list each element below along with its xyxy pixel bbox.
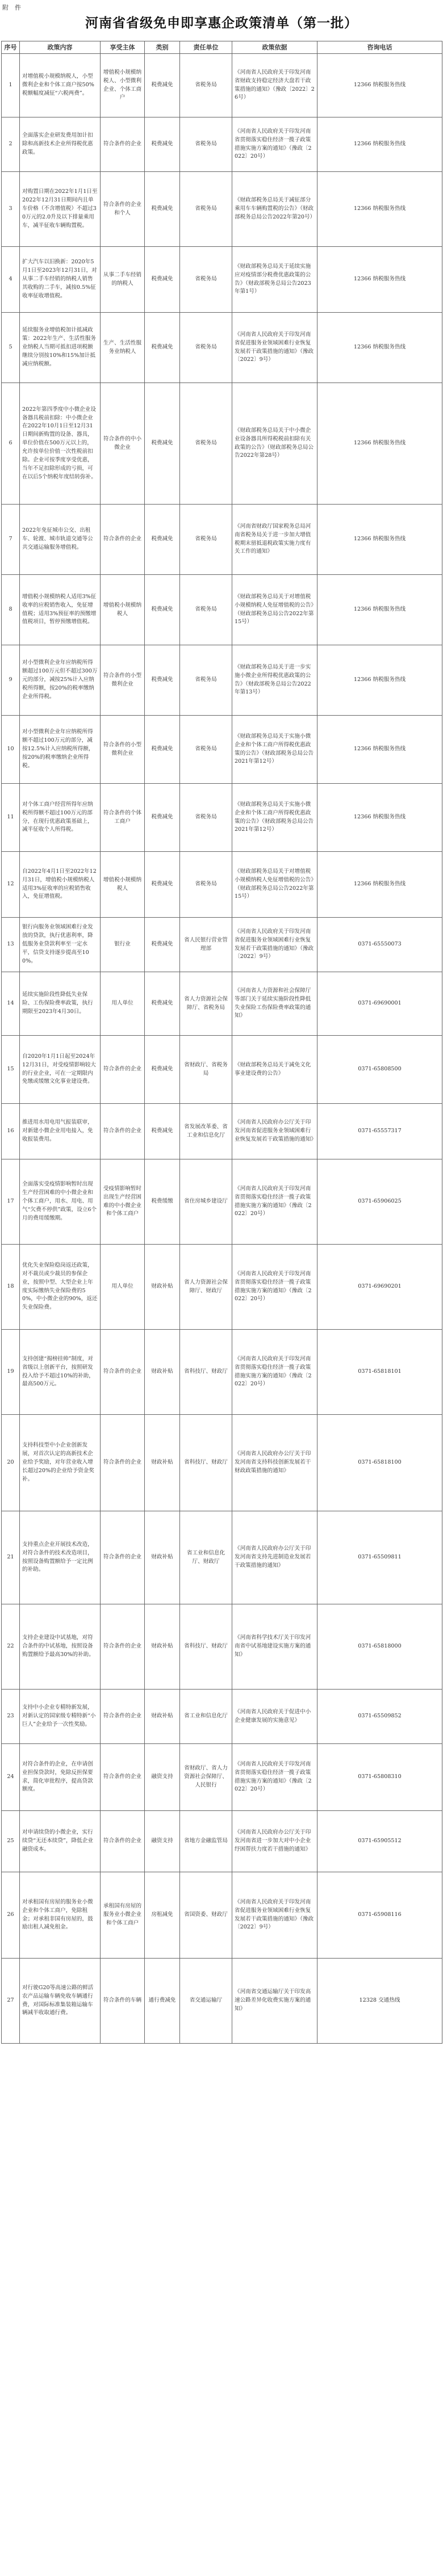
table-row [2, 54, 442, 117]
policy-table [1, 41, 442, 2044]
table-row [2, 784, 442, 852]
cell-basis: 《河南省人民政府关于印发河南省促进服务业领域困难行业恢复发展若干政策措施的通知》（豫政〔2022〕9号） [232, 1872, 317, 1959]
cell-subject: 承租国有房屋的服务业小微企业和个体工商户 [101, 1872, 145, 1959]
table-row [2, 313, 442, 383]
cell-content: 对承租国有房屋的服务业小微企业和个体工商户，免除租金；对承租非国有房屋的，鼓励出租人减免租金。 [20, 1872, 101, 1959]
cell-content: 银行向服务业领域困难行业发放的贷款，执行优惠利率，降低服务业贷款利率至一定水平，信贷支持逐步提高至100%。 [20, 918, 101, 972]
cell-category: 税费减免 [145, 784, 180, 852]
cell-category: 财政补贴 [145, 1690, 180, 1744]
cell-phone: 12366 纳税服务热线 [317, 247, 442, 313]
cell-unit: 省地方金融监管局 [180, 1811, 232, 1872]
table-row [2, 1245, 442, 1330]
cell-unit: 省住房城乡建设厅 [180, 1159, 232, 1245]
cell-category: 财政补贴 [145, 1415, 180, 1511]
cell-basis: 《财政部税务总局关于中小微企业设备器具所得税税前扣除有关政策的公告》（财政部税务总局公告2022年第28号） [232, 383, 317, 505]
page-title: 河南省省级免申即享惠企政策清单（第一批） [85, 15, 358, 31]
cell-content: 对小型微利企业年应纳税所得额超过100万元但不超过300万元的部分，减按25%计入应纳税所得额，按20%的税率缴纳企业所得税。 [20, 645, 101, 716]
cell-unit: 省税务局 [180, 645, 232, 716]
cell-basis: 《河南省人民政府关于印发河南省贯彻落实稳住经济一揽子政策措施实施方案的通知》（豫政〔2022〕20号） [232, 1330, 317, 1415]
cell-basis: 《财政部税务总局关于实施小微企业和个体工商户所得税优惠政策的公告》（财政部税务总局公告2021年第12号） [232, 784, 317, 852]
cell-no: 14 [2, 972, 20, 1036]
cell-phone: 12366 纳税服务热线 [317, 172, 442, 247]
cell-category: 融资支持 [145, 1744, 180, 1811]
cell-unit: 省税务局 [180, 852, 232, 918]
cell-no: 22 [2, 1604, 20, 1690]
cell-unit: 省税务局 [180, 716, 232, 784]
cell-subject: 符合条件的小型微利企业 [101, 716, 145, 784]
cell-subject: 符合条件的企业 [101, 1330, 145, 1415]
table-row [2, 1415, 442, 1511]
cell-content: 2022年免征城市公交、出租车、轮渡、城市轨道交通等公共交通运输服务增值税。 [20, 505, 101, 575]
cell-no: 3 [2, 172, 20, 247]
cell-subject: 符合条件的企业 [101, 1811, 145, 1872]
cell-content: 延续实施阶段性降低失业保险、工伤保险费率政策，执行期限至2023年4月30日。 [20, 972, 101, 1036]
cell-basis: 《河南省人民政府办公厅关于印发河南省促进服务业领域困难行业恢复发展若干政策措施的通知》 [232, 1104, 317, 1159]
cell-no: 6 [2, 383, 20, 505]
cell-no: 17 [2, 1159, 20, 1245]
cell-basis: 《河南省人民政府办公厅关于印发河南省支持科技创新发展若干财政政策措施的通知》 [232, 1415, 317, 1511]
cell-content: 对小型微利企业年应纳税所得额不超过100万元的部分，减按12.5%计入应纳税所得额，按20%的税率缴纳企业所得税。 [20, 716, 101, 784]
cell-unit: 省财政厅、省税务局 [180, 1036, 232, 1104]
table-header-row [2, 41, 442, 54]
cell-content: 支持企业建设中试基地，对符合条件的中试基地，按照设备购置额给予最高30%的补助。 [20, 1604, 101, 1690]
cell-category: 税费减免 [145, 918, 180, 972]
cell-content: 优化失业保险稳岗返还政策，对不裁员或少裁员的参保企业，按照中型、大型企业上年度实际缴纳失业保险费的50%，中小微企业的90%，返还失业保险费。 [20, 1245, 101, 1330]
cell-subject: 从事二手车经销的纳税人 [101, 247, 145, 313]
cell-no: 9 [2, 645, 20, 716]
cell-content: 支持重点企业开展技术改造，对符合条件的技术改造项目，按照设备购置额给予一定比例的补助。 [20, 1511, 101, 1604]
cell-basis: 《河南省财政厅国家税务总局河南省税务局关于进一步加大增值税期末留抵退税政策实施力度有关工作的通知》 [232, 505, 317, 575]
cell-category: 通行费减免 [145, 1959, 180, 2044]
cell-phone: 12366 纳税服务热线 [317, 784, 442, 852]
cell-no: 4 [2, 247, 20, 313]
cell-no: 23 [2, 1690, 20, 1744]
cell-basis: 《财政部税务总局关于实施小微企业和个体工商户所得税优惠政策的公告》（财政部税务总局公告2021年第12号） [232, 716, 317, 784]
cell-unit: 省发展改革委、省工业和信息化厅 [180, 1104, 232, 1159]
column-header-basis: 政策依据 [232, 41, 317, 54]
cell-subject: 受疫情影响暂时出现生产经营困难的中小微企业和个体工商户 [101, 1159, 145, 1245]
cell-basis: 《财政部税务总局关于减免文化事业建设费的公告》 [232, 1036, 317, 1104]
cell-category: 税费减免 [145, 1104, 180, 1159]
cell-unit: 省税务局 [180, 172, 232, 247]
table-row [2, 1872, 442, 1959]
cell-category: 财政补贴 [145, 1511, 180, 1604]
cell-phone: 12366 纳税服务热线 [317, 575, 442, 645]
cell-basis: 《河南省人民政府办公厅关于印发河南省支持先进制造业发展若干政策措施的通知》 [232, 1511, 317, 1604]
cell-subject: 符合条件的企业 [101, 1511, 145, 1604]
column-header-phone: 咨询电话 [317, 41, 442, 54]
cell-basis: 《财政部税务总局关于延续实施应对疫情部分税费优惠政策的公告》（财政部税务总局公告2023年第1号） [232, 247, 317, 313]
cell-no: 1 [2, 54, 20, 117]
table-row [2, 1104, 442, 1159]
cell-category: 税费减免 [145, 972, 180, 1036]
cell-phone: 0371-65905512 [317, 1811, 442, 1872]
cell-basis: 《河南省人民政府关于印发河南省促进服务业领域困难行业恢复发展若干政策措施的通知》（豫政〔2022〕9号） [232, 918, 317, 972]
cell-no: 8 [2, 575, 20, 645]
cell-unit: 省人民银行营业管理部 [180, 918, 232, 972]
cell-no: 27 [2, 1959, 20, 2044]
cell-content: 增值税小规模纳税人适用3%征收率的应税销售收入，免征增值税；适用3%预征率的预缴增值税项目，暂停预缴增值税。 [20, 575, 101, 645]
cell-phone: 0371-65509852 [317, 1690, 442, 1744]
cell-basis: 《河南省人民政府关于印发河南省贯彻落实稳住经济一揽子政策措施实施方案的通知》（豫政〔2022〕20号） [232, 1245, 317, 1330]
cell-unit: 省工业和信息化厅、财政厅 [180, 1511, 232, 1604]
table-row [2, 1036, 442, 1104]
cell-basis: 《财政部税务总局关于进一步实施小微企业所得税优惠政策的公告》（财政部税务总局公告2022年第13号） [232, 645, 317, 716]
cell-subject: 符合条件的企业 [101, 1104, 145, 1159]
cell-no: 18 [2, 1245, 20, 1330]
table-row [2, 575, 442, 645]
cell-subject: 增值税小规模纳税人 [101, 575, 145, 645]
table-row [2, 1604, 442, 1690]
cell-no: 20 [2, 1415, 20, 1511]
cell-basis: 《河南省交通运输厅关于印发高速公路差异化收费实施方案的通知》 [232, 1959, 317, 2044]
cell-phone: 12366 纳税服务热线 [317, 383, 442, 505]
table-row [2, 1511, 442, 1604]
cell-phone: 12366 纳税服务热线 [317, 54, 442, 117]
cell-no: 24 [2, 1744, 20, 1811]
table-row [2, 918, 442, 972]
column-header-content: 政策内容 [20, 41, 101, 54]
cell-subject: 符合条件的个体工商户 [101, 784, 145, 852]
cell-subject: 符合条件的小型微利企业 [101, 645, 145, 716]
cell-content: 自2022年4月1日至2022年12月31日，增值税小规模纳税人适用3%征收率的应税销售收入，免征增值税。 [20, 852, 101, 918]
column-header-subject: 享受主体 [101, 41, 145, 54]
cell-unit: 省科技厅、财政厅 [180, 1330, 232, 1415]
cell-subject: 符合条件的中小微企业 [101, 383, 145, 505]
cell-no: 19 [2, 1330, 20, 1415]
cell-subject: 生产、生活性服务业纳税人 [101, 313, 145, 383]
cell-content: 对购置日期在2022年1月1日至2022年12月31日期间内且单车价格（不含增值税）不超过30万元的2.0升及以下排量乘用车，减半征收车辆购置税。 [20, 172, 101, 247]
cell-no: 21 [2, 1511, 20, 1604]
cell-phone: 12366 纳税服务热线 [317, 313, 442, 383]
cell-category: 房租减免 [145, 1872, 180, 1959]
cell-no: 26 [2, 1872, 20, 1959]
cell-content: 全面落实受疫情影响暂时出现生产经营困难的中小微企业和个体工商户，用水、用电、用气“欠费不停供”政策，设立6个月的费用缓缴期。 [20, 1159, 101, 1245]
cell-phone: 12366 纳税服务热线 [317, 716, 442, 784]
table-row [2, 247, 442, 313]
column-header-unit: 责任单位 [180, 41, 232, 54]
cell-unit: 省税务局 [180, 383, 232, 505]
table-row [2, 1811, 442, 1872]
cell-basis: 《河南省人力资源和社会保障厅等部门关于延续实施阶段性降低失业保险工伤保险费率政策的通知》 [232, 972, 317, 1036]
table-row [2, 1330, 442, 1415]
column-header-no: 序号 [2, 41, 20, 54]
cell-basis: 《河南省人民政府关于印发河南省促进服务业领域困难行业恢复发展若干政策措施的通知》（豫政〔2022〕9号） [232, 313, 317, 383]
cell-subject: 增值税小规模纳税人 [101, 852, 145, 918]
table-row [2, 1159, 442, 1245]
cell-subject: 符合条件的企业 [101, 1415, 145, 1511]
cell-no: 2 [2, 117, 20, 172]
cell-unit: 省税务局 [180, 313, 232, 383]
cell-subject: 符合条件的企业 [101, 117, 145, 172]
table-row [2, 852, 442, 918]
cell-content: 延续服务业增值税加计抵减政策：2022年生产、生活性服务业纳税人当期可抵扣进项税额继续分别按10%和15%加计抵减应纳税额。 [20, 313, 101, 383]
cell-category: 融资支持 [145, 1811, 180, 1872]
cell-no: 15 [2, 1036, 20, 1104]
cell-unit: 省税务局 [180, 117, 232, 172]
cell-subject: 符合条件的企业 [101, 1744, 145, 1811]
cell-category: 税费减免 [145, 852, 180, 918]
table-row [2, 972, 442, 1036]
cell-phone: 0371-65808310 [317, 1744, 442, 1811]
cell-subject: 符合条件的企业 [101, 1690, 145, 1744]
cell-content: 对行驶G20等高速公路的鲜活农产品运输车辆免收车辆通行费，对国际标准集装箱运输车辆减半收取通行费。 [20, 1959, 101, 2044]
cell-phone: 0371-65818101 [317, 1330, 442, 1415]
cell-basis: 《财政部税务总局关于对增值税小规模纳税人免征增值税的公告》（财政部税务总局公告2022年第15号） [232, 852, 317, 918]
cell-no: 13 [2, 918, 20, 972]
cell-subject: 符合条件的企业 [101, 1604, 145, 1690]
table-row [2, 716, 442, 784]
cell-unit: 省税务局 [180, 54, 232, 117]
cell-basis: 《财政部税务总局关于减征部分乘用车车辆购置税的公告》（财政部税务总局公告2022年第20号） [232, 172, 317, 247]
cell-phone: 0371-65818100 [317, 1415, 442, 1511]
cell-phone: 0371-65509811 [317, 1511, 442, 1604]
cell-unit: 省税务局 [180, 784, 232, 852]
cell-content: 支持中小企业专精特新发展，对新认定的国家级专精特新“小巨人”企业给予一次性奖励。 [20, 1690, 101, 1744]
cell-phone: 0371-65908116 [317, 1872, 442, 1959]
cell-no: 7 [2, 505, 20, 575]
column-header-category: 类别 [145, 41, 180, 54]
cell-unit: 省科技厅、财政厅 [180, 1415, 232, 1511]
cell-unit: 省工业和信息化厅 [180, 1690, 232, 1744]
table-row [2, 383, 442, 505]
cell-category: 税费减免 [145, 313, 180, 383]
cell-subject: 增值税小规模纳税人、小型微利企业、个体工商户 [101, 54, 145, 117]
cell-category: 税费减免 [145, 383, 180, 505]
table-row [2, 505, 442, 575]
cell-category: 财政补贴 [145, 1245, 180, 1330]
cell-basis: 《河南省人民政府办公厅关于印发河南省进一步加大对中小企业纾困帮扶力度若干措施的通知》 [232, 1811, 317, 1872]
cell-no: 5 [2, 313, 20, 383]
cell-unit: 省人力资源社会保障厅、省税务局 [180, 972, 232, 1036]
cell-category: 税费减免 [145, 505, 180, 575]
cell-phone: 0371-65818000 [317, 1604, 442, 1690]
cell-category: 财政补贴 [145, 1330, 180, 1415]
cell-basis: 《河南省人民政府关于印发河南省贯彻落实稳住经济一揽子政策措施实施方案的通知》（豫政〔2022〕20号） [232, 1744, 317, 1811]
cell-phone: 0371-69690201 [317, 1245, 442, 1330]
cell-phone: 0371-65808500 [317, 1036, 442, 1104]
cell-unit: 省交通运输厅 [180, 1959, 232, 2044]
cell-no: 25 [2, 1811, 20, 1872]
cell-subject: 符合条件的车辆 [101, 1959, 145, 2044]
cell-no: 12 [2, 852, 20, 918]
cell-content: 支持科技型中小企业创新发展，对首次认定的高新技术企业给予奖励，对年营业收入增长超过20%的企业给予资金奖补。 [20, 1415, 101, 1511]
cell-content: 推进用水用电用气报装联审，对新建小微企业用电接入，免收报装费用。 [20, 1104, 101, 1159]
cell-phone: 12366 纳税服务热线 [317, 505, 442, 575]
cell-phone: 0371-65557317 [317, 1104, 442, 1159]
cell-unit: 省税务局 [180, 505, 232, 575]
cell-basis: 《河南省人民政府关于印发河南省财政支持稳定经济大盘若干政策措施的通知》（豫政〔2022〕26号） [232, 54, 317, 117]
cell-basis: 《河南省人民政府关于印发河南省贯彻落实稳住经济一揽子政策措施实施方案的通知》（豫政〔2022〕20号） [232, 1159, 317, 1245]
cell-category: 税费减免 [145, 117, 180, 172]
cell-no: 10 [2, 716, 20, 784]
table-row [2, 1690, 442, 1744]
cell-unit: 省税务局 [180, 247, 232, 313]
table-row [2, 117, 442, 172]
cell-content: 全面落实企业研发费用加计扣除和高新技术企业所得税优惠政策。 [20, 117, 101, 172]
cell-no: 16 [2, 1104, 20, 1159]
cell-subject: 用人单位 [101, 1245, 145, 1330]
cell-phone: 12366 纳税服务热线 [317, 117, 442, 172]
cell-no: 11 [2, 784, 20, 852]
cell-category: 税费减免 [145, 247, 180, 313]
cell-unit: 省人力资源社会保障厅、财政厅 [180, 1245, 232, 1330]
cell-content: 支持创建“揭榜挂帅”制度，对省级以上创新平台，按照研发投入给予不超过10%的补助，最高500万元。 [20, 1330, 101, 1415]
cell-content: 自2020年1月1日起至2024年12月31日，对受疫情影响较大的行业企业，可在一定期限内免缴或缓缴文化事业建设费。 [20, 1036, 101, 1104]
table-row [2, 645, 442, 716]
cell-category: 税费减免 [145, 1036, 180, 1104]
table-row [2, 172, 442, 247]
table-row [2, 1959, 442, 2044]
cell-category: 税费缓缴 [145, 1159, 180, 1245]
cell-content: 对符合条件的企业，在申请创业担保贷款时，免除反担保要求，简化审批程序，提高贷款额度。 [20, 1744, 101, 1811]
cell-unit: 省科技厅、财政厅 [180, 1604, 232, 1690]
cell-basis: 《河南省人民政府关于促进中小企业健康发展的实施意见》 [232, 1690, 317, 1744]
cell-category: 财政补贴 [145, 1604, 180, 1690]
cell-phone: 12366 纳税服务热线 [317, 852, 442, 918]
cell-unit: 省国资委、财政厅 [180, 1872, 232, 1959]
cell-content: 对增值税小规模纳税人，小型微利企业和个体工商户按50%税额幅度减征“六税两费”。 [20, 54, 101, 117]
cell-phone: 12366 纳税服务热线 [317, 645, 442, 716]
cell-subject: 用人单位 [101, 972, 145, 1036]
cell-content: 2022年第四季度中小微企业设备器具税前扣除：中小微企业在2022年10月1日至12月31日期间新购置的设备、器具，单位价值在500万元以上的，允许按单位价值一次性税前扣除。企业可按季度享受优惠，当年不足扣除形成的亏损，可在以后5个纳税年度结转弥补。 [20, 383, 101, 505]
attachment-label: 附 件 [2, 4, 21, 11]
cell-content: 对申请续贷的小微企业，实行续贷“无还本续贷”，降低企业融资成本。 [20, 1811, 101, 1872]
cell-subject: 符合条件的企业 [101, 505, 145, 575]
cell-subject: 银行业 [101, 918, 145, 972]
cell-unit: 省税务局 [180, 575, 232, 645]
cell-phone: 12328 交通热线 [317, 1959, 442, 2044]
cell-category: 税费减免 [145, 645, 180, 716]
cell-basis: 《财政部税务总局关于对增值税小规模纳税人免征增值税的公告》（财政部税务总局公告2022年第15号） [232, 575, 317, 645]
table-row [2, 1744, 442, 1811]
cell-category: 税费减免 [145, 54, 180, 117]
cell-unit: 省财政厅、省人力资源社会保障厅、人民银行 [180, 1744, 232, 1811]
cell-category: 税费减免 [145, 575, 180, 645]
cell-phone: 0371-69690001 [317, 972, 442, 1036]
cell-subject: 符合条件的企业和个人 [101, 172, 145, 247]
cell-content: 扩大汽车以旧换新：2020年5月1日至2023年12月31日，对从事二手车经销的纳税人销售其收购的二手车，减按0.5%征收率征收增值税。 [20, 247, 101, 313]
cell-phone: 0371-65906025 [317, 1159, 442, 1245]
cell-category: 税费减免 [145, 716, 180, 784]
cell-basis: 《河南省科学技术厅关于印发河南省中试基地建设实施方案的通知》 [232, 1604, 317, 1690]
cell-content: 对个体工商户经营所得年应纳税所得额不超过100万元的部分，在现行优惠政策基础上，减半征收个人所得税。 [20, 784, 101, 852]
cell-phone: 0371-65550073 [317, 918, 442, 972]
cell-basis: 《河南省人民政府关于印发河南省贯彻落实稳住经济一揽子政策措施实施方案的通知》（豫政〔2022〕20号） [232, 117, 317, 172]
cell-category: 税费减免 [145, 172, 180, 247]
cell-subject: 符合条件的企业 [101, 1036, 145, 1104]
